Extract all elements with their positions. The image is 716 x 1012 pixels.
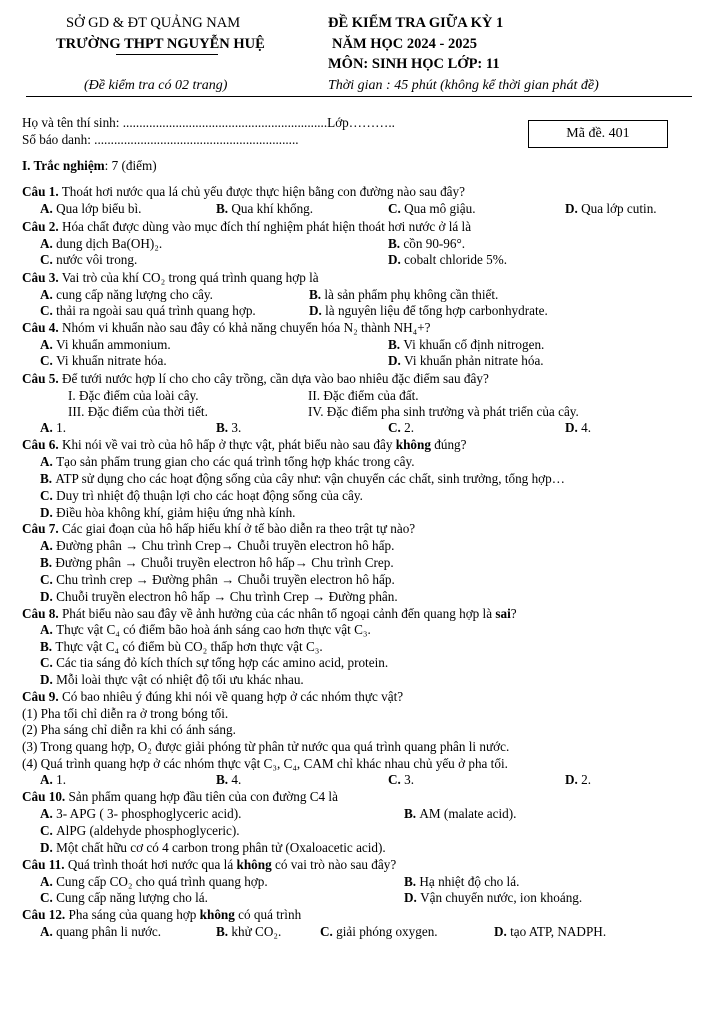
option-letter: A. — [40, 538, 57, 553]
option-text: là sản phẩm phụ không cần thiết. — [324, 287, 499, 302]
option-letter: D. — [388, 353, 405, 368]
question-number: Câu 4. — [22, 320, 59, 335]
question-text: Các giai đoạn của hô hấp hiếu khí ở tế bào diễn ra theo trật tự nào? — [58, 521, 416, 536]
question-number: Câu 11. — [22, 857, 65, 872]
question-text: Có bao nhiêu ý đúng khi nói về quang hợp ở các nhóm thực vật? — [58, 689, 404, 704]
question-1-option-d — [565, 201, 657, 216]
option-text: 3- APG ( 3- phosphoglyceric acid). — [56, 806, 242, 821]
option-text: Qua lớp biểu bì. — [56, 201, 142, 216]
question-11-stem — [22, 857, 396, 872]
option-letter: D. — [40, 672, 57, 687]
question-9-option-d — [565, 772, 591, 787]
question-6-option-c — [40, 488, 363, 503]
question-number: Câu 5. — [22, 371, 59, 386]
section-points: : 7 (điểm) — [104, 158, 157, 173]
student-id-field: Số báo danh: .............................................................. — [22, 132, 299, 147]
question-3-option-d — [309, 303, 548, 318]
question-11-option-b — [404, 874, 519, 889]
question-9-option-c — [388, 772, 414, 787]
question-text-tail: có quá trình — [234, 907, 302, 922]
question-4-option-d — [388, 353, 544, 368]
question-7-option-c — [40, 572, 395, 587]
option-letter: C. — [320, 924, 337, 939]
question-text: Nhóm vi khuẩn nào sau đây có khả năng chuyển hóa N₂ thành NH₄+? — [58, 320, 431, 335]
question-text-tail: ? — [510, 606, 517, 621]
question-5-stem — [22, 371, 489, 386]
question-9-statement-3: (3) Trong quang hợp, O₂ được giải phóng từ phân tử nước qua quá trình quang phân li nước. — [22, 739, 510, 754]
option-letter: A. — [40, 287, 57, 302]
question-7-stem — [22, 521, 415, 536]
question-10-option-a — [40, 806, 241, 821]
question-1-stem — [22, 184, 465, 199]
option-text: tạo ATP, NADPH. — [510, 924, 607, 939]
option-letter: C. — [388, 772, 405, 787]
school-year: NĂM HỌC 2024 - 2025 — [332, 36, 477, 52]
question-9-stem — [22, 689, 403, 704]
question-text: Quá trình thoát hơi nước qua lá — [64, 857, 237, 872]
question-6-option-a — [40, 454, 415, 469]
exam-time: Thời gian : 45 phút (không kể thời gian phát đề) — [328, 78, 599, 93]
question-9-statement-1: (1) Pha tối chỉ diễn ra ở trong bóng tối. — [22, 706, 229, 721]
option-text: 4. — [231, 772, 242, 787]
question-text: Khi nói về vai trò của hô hấp ở thực vật, phát biểu nào sau đây — [58, 437, 396, 452]
option-letter: C. — [40, 655, 57, 670]
question-5-statement-4: IV. Đặc điểm pha sinh trưởng và phát triển của cây. — [308, 404, 579, 419]
question-text: Thoát hơi nước qua lá chủ yếu được thực hiện bằng con đường nào sau đây? — [58, 184, 465, 199]
option-letter: B. — [404, 806, 420, 821]
option-letter: D. — [565, 420, 582, 435]
department-name: SỞ GD & ĐT QUẢNG NAM — [66, 15, 241, 31]
option-letter: C. — [40, 890, 57, 905]
section-label: I. Trắc nghiệm — [22, 158, 105, 173]
question-8-option-a — [40, 622, 371, 637]
option-letter: A. — [40, 337, 57, 352]
option-text: 2. — [581, 772, 592, 787]
option-text: AlPG (aldehyde phosphoglyceric). — [56, 823, 240, 838]
option-text: Thực vật C₄ có điểm bão hoà ánh sáng cao hơn thực vật C₃. — [56, 622, 371, 637]
question-3-option-c — [40, 303, 256, 318]
question-6-option-b — [40, 471, 565, 486]
option-text: Vận chuyển nước, ion khoáng. — [420, 890, 583, 905]
option-letter: D. — [494, 924, 511, 939]
question-12-option-b — [216, 924, 281, 939]
option-text: giải phóng oxygen. — [336, 924, 438, 939]
option-text: Điều hòa không khí, giảm hiệu ứng nhà kính. — [56, 505, 296, 520]
option-letter: C. — [40, 353, 57, 368]
question-5-option-d — [565, 420, 591, 435]
question-5-statement-2: II. Đặc điểm của đất. — [308, 388, 419, 403]
option-text: Chuỗi truyền electron hô hấp → Chu trình Crep → Đường phân. — [56, 589, 398, 604]
option-letter: A. — [40, 236, 57, 251]
question-9-option-a — [40, 772, 66, 787]
question-7-option-d — [40, 589, 398, 604]
option-letter: A. — [40, 454, 57, 469]
option-text: quang phân li nước. — [56, 924, 162, 939]
option-text: 1. — [56, 772, 67, 787]
option-text: Vi khuẩn phản nitrate hóa. — [404, 353, 544, 368]
question-number: Câu 10. — [22, 789, 66, 804]
question-text-tail: đúng? — [430, 437, 467, 452]
question-8-option-c — [40, 655, 388, 670]
option-letter: D. — [388, 252, 405, 267]
question-5-option-a — [40, 420, 66, 435]
option-letter: D. — [40, 589, 57, 604]
option-text: là nguyên liệu để tổng hợp carbonhydrate. — [325, 303, 548, 318]
option-letter: C. — [40, 488, 57, 503]
option-letter: B. — [40, 471, 56, 486]
option-letter: D. — [40, 505, 57, 520]
option-letter: C. — [40, 303, 57, 318]
school-name: TRƯỜNG THPT NGUYỄN HUỆ — [56, 36, 265, 52]
question-12-stem — [22, 907, 301, 922]
subject-grade: MÔN: SINH HỌC LỚP: 11 — [328, 56, 500, 72]
question-2-option-d — [388, 252, 507, 267]
option-letter: A. — [40, 201, 57, 216]
option-letter: A. — [40, 622, 57, 637]
option-letter: A. — [40, 772, 57, 787]
question-8-option-b — [40, 639, 323, 654]
question-11-option-a — [40, 874, 268, 889]
option-letter: A. — [40, 420, 57, 435]
pages-note: (Đề kiểm tra có 02 trang) — [84, 78, 228, 93]
question-10-option-b — [404, 806, 516, 821]
option-letter: C. — [388, 420, 405, 435]
question-text-tail: có vai trò nào sau đây? — [271, 857, 397, 872]
question-4-stem — [22, 320, 431, 335]
question-number: Câu 2. — [22, 219, 59, 234]
question-4-option-a — [40, 337, 171, 352]
question-5-option-c — [388, 420, 414, 435]
question-3-stem — [22, 270, 319, 285]
question-6-option-d — [40, 505, 295, 520]
option-text: 3. — [404, 772, 415, 787]
option-letter: A. — [40, 874, 57, 889]
question-1-option-b — [216, 201, 313, 216]
question-10-stem — [22, 789, 338, 804]
option-letter: D. — [565, 772, 582, 787]
question-7-option-a — [40, 538, 394, 553]
option-text: Các tia sáng đỏ kích thích sự tổng hợp các amino acid, protein. — [56, 655, 389, 670]
option-letter: C. — [40, 823, 57, 838]
option-text: cobalt chloride 5%. — [404, 252, 508, 267]
option-text: AM (malate acid). — [419, 806, 517, 821]
question-2-option-c — [40, 252, 137, 267]
option-text: cồn 90-96°. — [403, 236, 466, 251]
question-5-option-b — [216, 420, 241, 435]
question-9-statement-4: (4) Quá trình quang hợp ở các nhóm thực vật C₃, C₄, CAM chỉ khác nhau chủ yếu ở pha tối. — [22, 756, 508, 771]
option-text: cung cấp năng lượng cho cây. — [56, 287, 213, 302]
option-letter: A. — [40, 924, 57, 939]
question-5-statement-1: I. Đặc điểm của loài cây. — [68, 388, 199, 403]
question-11-option-c — [40, 890, 208, 905]
question-10-option-d — [40, 840, 386, 855]
option-letter: D. — [309, 303, 326, 318]
option-letter: A. — [40, 806, 57, 821]
question-9-option-b — [216, 772, 241, 787]
question-2-option-b — [388, 236, 465, 251]
question-1-option-c — [388, 201, 476, 216]
option-text: Vi khuẩn ammonium. — [56, 337, 171, 352]
question-text: Để tưới nước hợp lí cho cho cây trồng, cần dựa vào bao nhiêu đặc điểm sau đây? — [58, 371, 489, 386]
school-underline — [116, 54, 218, 55]
question-emphasis: không — [199, 907, 235, 922]
question-emphasis: không — [395, 437, 431, 452]
question-number: Câu 1. — [22, 184, 59, 199]
option-text: Thực vật C₄ có điểm bù CO₂ thấp hơn thực vật C₃. — [55, 639, 323, 654]
question-5-statement-3: III. Đặc điểm của thời tiết. — [68, 404, 208, 419]
option-text: Qua mô giậu. — [404, 201, 476, 216]
option-text: Qua khí khổng. — [231, 201, 314, 216]
question-emphasis: sai — [495, 606, 511, 621]
option-text: nước vôi trong. — [56, 252, 138, 267]
option-text: 1. — [56, 420, 67, 435]
option-text: ATP sử dụng cho các hoạt động sống của cây như: vận chuyển các chất, sinh trưởng, tổng hợp… — [55, 471, 565, 486]
question-number: Câu 9. — [22, 689, 59, 704]
question-8-option-d — [40, 672, 304, 687]
header-divider — [26, 96, 692, 97]
question-2-option-a — [40, 236, 162, 251]
option-letter: B. — [309, 287, 325, 302]
option-text: Mỗi loài thực vật có nhiệt độ tối ưu khác nhau. — [56, 672, 304, 687]
option-letter: B. — [216, 924, 232, 939]
question-number: Câu 12. — [22, 907, 66, 922]
question-7-option-b — [40, 555, 394, 570]
option-letter: B. — [216, 201, 232, 216]
question-12-option-d — [494, 924, 606, 939]
option-letter: D. — [404, 890, 421, 905]
option-letter: B. — [40, 555, 56, 570]
question-text: Hóa chất được dùng vào mục đích thí nghiệm phát hiện thoát hơi nước ở lá là — [58, 219, 472, 234]
option-text: Một chất hữu cơ có 4 carbon trong phân tử (Oxaloacetic acid). — [56, 840, 386, 855]
question-10-option-c — [40, 823, 240, 838]
question-8-stem — [22, 606, 517, 621]
exam-code-box — [528, 120, 668, 148]
option-letter: D. — [565, 201, 582, 216]
option-letter: B. — [216, 772, 232, 787]
question-number: Câu 8. — [22, 606, 59, 621]
question-number: Câu 3. — [22, 270, 59, 285]
option-text: Chu trình crep → Đường phân → Chuỗi truyền electron hô hấp. — [56, 572, 395, 587]
option-letter: C. — [388, 201, 405, 216]
option-text: Đường phân → Chu trình Crep→ Chuỗi truyền electron hô hấp. — [56, 538, 395, 553]
exam-code: Mã đề. 401 — [566, 126, 630, 141]
question-9-statement-2: (2) Pha sáng chỉ diễn ra khi có ánh sáng. — [22, 722, 236, 737]
option-text: Qua lớp cutin. — [581, 201, 657, 216]
question-text: Sản phẩm quang hợp đầu tiên của con đường C4 là — [65, 789, 338, 804]
option-letter: C. — [40, 252, 57, 267]
option-text: Cung cấp CO₂ cho quá trình quang hợp. — [56, 874, 268, 889]
option-letter: D. — [40, 840, 57, 855]
question-2-stem — [22, 219, 471, 234]
section-heading — [22, 158, 157, 173]
question-4-option-c — [40, 353, 167, 368]
option-letter: B. — [216, 420, 232, 435]
option-text: thải ra ngoài sau quá trình quang hợp. — [56, 303, 256, 318]
option-text: Vi khuẩn nitrate hóa. — [56, 353, 167, 368]
question-12-option-a — [40, 924, 161, 939]
option-text: Vi khuẩn cố định nitrogen. — [403, 337, 545, 352]
question-6-stem — [22, 437, 467, 452]
exam-title: ĐỀ KIỂM TRA GIỮA KỲ 1 — [328, 15, 504, 31]
option-text: Duy trì nhiệt độ thuận lợi cho các hoạt động sống của cây. — [56, 488, 363, 503]
option-text: Tạo sản phẩm trung gian cho các quá trình tổng hợp khác trong cây. — [56, 454, 415, 469]
question-3-option-b — [309, 287, 498, 302]
question-4-option-b — [388, 337, 544, 352]
option-letter: B. — [40, 639, 56, 654]
option-text: khử CO₂. — [231, 924, 282, 939]
option-text: dung dịch Ba(OH)₂. — [56, 236, 163, 251]
question-3-option-a — [40, 287, 213, 302]
option-text: Cung cấp năng lượng cho lá. — [56, 890, 208, 905]
question-11-option-d — [404, 890, 582, 905]
question-1-option-a — [40, 201, 141, 216]
option-text: 4. — [581, 420, 592, 435]
question-emphasis: không — [236, 857, 272, 872]
question-number: Câu 7. — [22, 521, 59, 536]
option-letter: B. — [388, 337, 404, 352]
option-text: 2. — [404, 420, 415, 435]
option-letter: B. — [404, 874, 420, 889]
option-text: 3. — [231, 420, 242, 435]
question-12-option-c — [320, 924, 438, 939]
question-number: Câu 6. — [22, 437, 59, 452]
option-letter: B. — [388, 236, 404, 251]
option-text: Hạ nhiệt độ cho lá. — [419, 874, 520, 889]
option-text: Đường phân → Chuỗi truyền electron hô hấp→ Chu trình Crep. — [55, 555, 394, 570]
question-text: Pha sáng của quang hợp — [65, 907, 200, 922]
student-name-field: Họ và tên thí sinh: ..............................................................Lớp……….. — [22, 115, 395, 130]
question-text: Phát biểu nào sau đây về ảnh hưởng của các nhân tố ngoại cảnh đến quang hợp là — [58, 606, 496, 621]
option-letter: C. — [40, 572, 57, 587]
question-text: Vai trò của khí CO₂ trong quá trình quang hợp là — [58, 270, 319, 285]
